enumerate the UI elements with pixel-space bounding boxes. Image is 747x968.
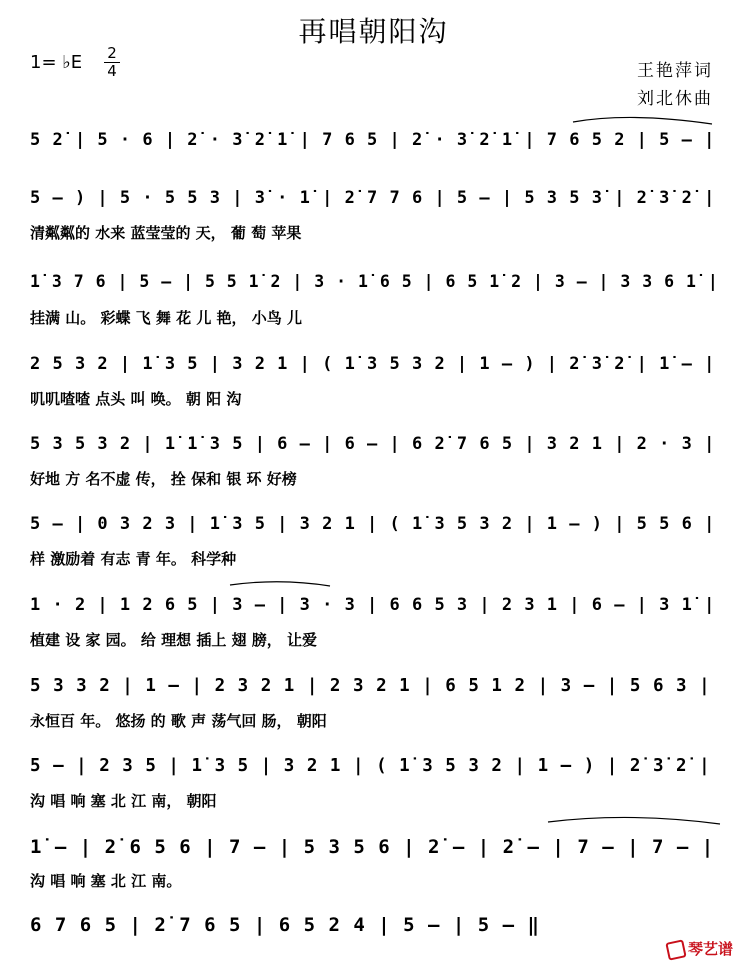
key-signature: 1= ♭E bbox=[30, 52, 83, 73]
lyric-line-4: 叽叽喳喳 点头 叫 唤。 朝 阳 沟 bbox=[30, 390, 242, 408]
score-line-11: 6 7 6 5 | 2̇ 7 6 5 | 6 5 2 4 | 5 — | 5 — ‖ bbox=[30, 914, 540, 936]
time-signature bbox=[104, 46, 120, 79]
score-line-6: 5 — | 0 3 2 3 | 1̇ 3 5 | 3 2 1 | ( 1̇ 3 5 3 2 | 1 — ) | 5 5 6 | bbox=[30, 514, 716, 534]
logo-icon bbox=[665, 939, 686, 960]
score-line-5: 5 3 5 3 2 | 1̇ 1̇ 3 5 | 6 — | 6 — | 6 2̇ 7 6 5 | 3 2 1 | 2 · 3 | bbox=[30, 434, 716, 454]
lyric-line-5: 好地 方 名不虚 传， 拴 保和 银 环 好榜 bbox=[30, 470, 297, 488]
score-line-8: 5 3 3 2 | 1 — | 2 3 2 1 | 2 3 2 1 | 6 5 1 2 | 3 — | 5 6 3 | bbox=[30, 676, 711, 696]
score-line-10: 1̇ — | 2̇ 6 5 6 | 7 — | 5 3 5 6 | 2̇ — | 2̇ — | 7 — | 7 — | bbox=[30, 836, 715, 858]
lyricist-credit: 王艳萍词 bbox=[637, 61, 713, 81]
lyric-line-10: 沟 唱 响 塞 北 江 南。 bbox=[30, 872, 182, 890]
score-line-3: 1̇ 3 7 6 | 5 — | 5 5 1̇ 2 | 3 · 1̇ 6 5 | 6 5 1̇ 2 | 3 — | 3 3 6 1̇ | bbox=[30, 272, 719, 291]
time-signature-top: 2 bbox=[107, 44, 117, 62]
score-line-4: 2 5 3 2 | 1̇ 3 5 | 3 2 1 | ( 1̇ 3 5 3 2 | 1 — ) | 2̇ 3̇ 2̇ | 1̇ — | bbox=[30, 354, 716, 374]
lyric-line-8: 永恒百 年。 悠扬 的 歌 声 荡气回 肠， 朝阳 bbox=[30, 712, 327, 730]
time-signature-bottom: 4 bbox=[107, 62, 117, 80]
lyric-line-3: 挂满 山。 彩蝶 飞 舞 花 儿 艳， 小鸟 儿 bbox=[30, 309, 303, 327]
lyric-line-7: 植建 设 家 园。 给 理想 插上 翅 膀， 让爱 bbox=[30, 631, 318, 649]
score-line-7: 1 · 2 | 1 2 6 5 | 3 — | 3 · 3 | 6 6 5 3 | 2 3 1 | 6 — | 3 1̇ | bbox=[30, 595, 716, 615]
lyric-line-9: 沟 唱 响 塞 北 江 南， 朝阳 bbox=[30, 792, 217, 810]
lyric-line-2: 清粼粼的 水来 蓝莹莹的 天， 葡 萄 苹果 bbox=[30, 224, 302, 242]
composer-credit: 刘北休曲 bbox=[637, 89, 713, 109]
lyric-line-6: 样 激励着 有志 青 年。 科学种 bbox=[30, 550, 237, 568]
score-line-9: 5 — | 2 3 5 | 1̇ 3 5 | 3 2 1 | ( 1̇ 3 5 3 2 | 1 — ) | 2̇ 3̇ 2̇ | bbox=[30, 756, 711, 776]
score-line-1: 5 2̇ | 5 · 6 | 2̇ · 3̇ 2̇ 1̇ | 7 6 5 | 2̇ · 3̇ 2̇ 1̇ | 7 6 5 2 | 5 — | bbox=[30, 130, 716, 150]
watermark-logo bbox=[667, 938, 733, 959]
logo-text: 琴艺谱 bbox=[687, 940, 733, 958]
song-title: 再唱朝阳沟 bbox=[298, 15, 449, 48]
score-line-2: 5 — ) | 5 · 5 5 3 | 3̇ · 1̇ | 2̇ 7 7 6 | 5 — | 5 3 5 3̇ | 2̇ 3̇ 2̇ | bbox=[30, 188, 716, 208]
